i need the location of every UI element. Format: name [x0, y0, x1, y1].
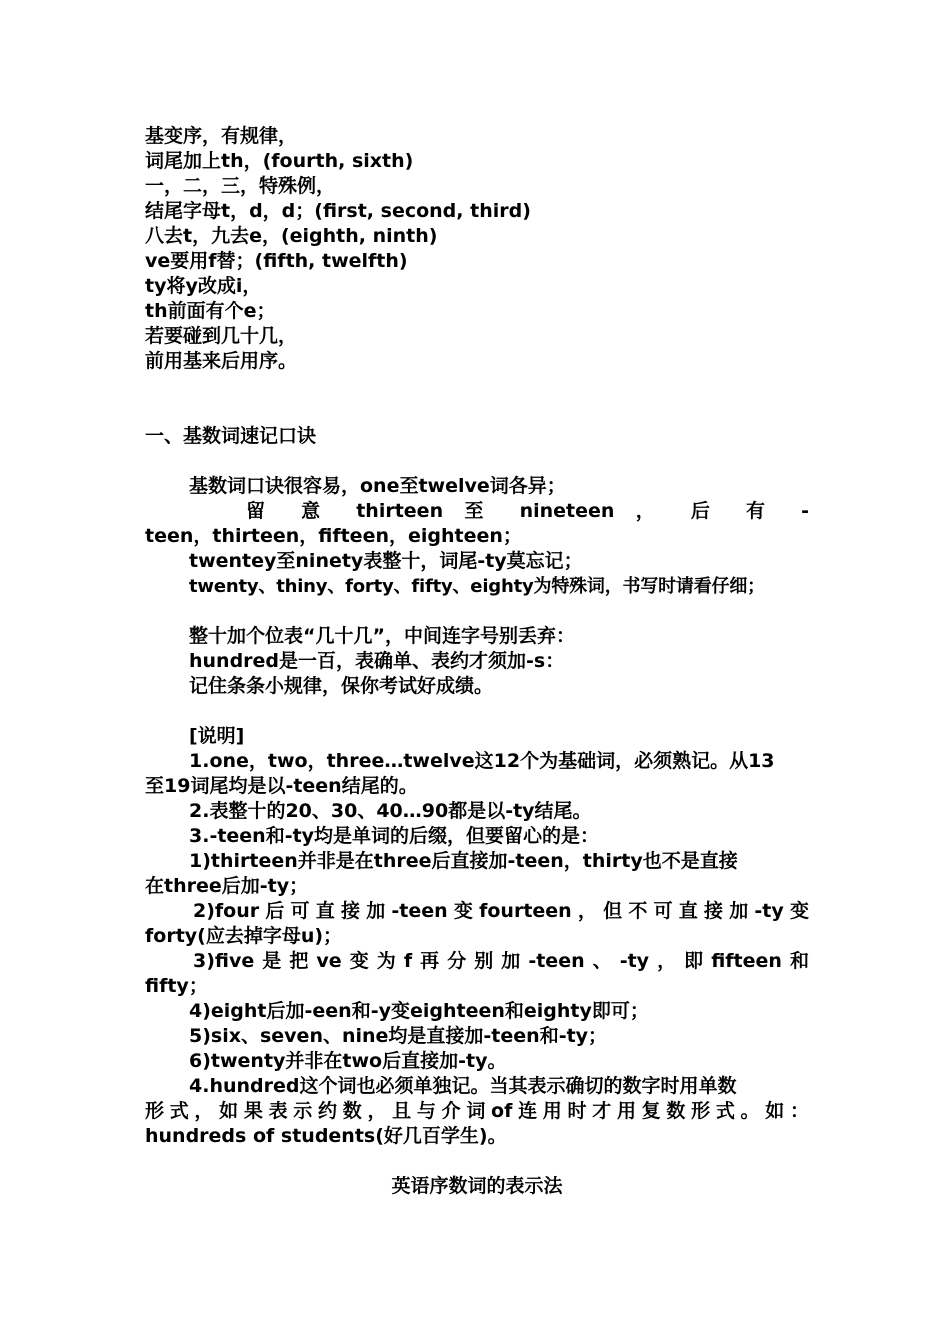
rhyme-line-2a: 留 意 thirteen 至 nineteen ， 后 有 -: [246, 500, 809, 522]
verse-line-7: ty将y改成i，: [145, 275, 262, 297]
verse-line-3: 一，二，三，特殊例，: [145, 175, 336, 197]
note-2: 2.表整十的20、30、40…90都是以-ty结尾。: [189, 800, 592, 822]
rhyme-line-3: twentey至ninety表整十，词尾-ty莫忘记；: [189, 550, 583, 572]
verse-line-5: 八去t，九去e，(eighth, ninth): [145, 225, 438, 247]
note-1-line-a: 1.one，two，three…twelve这12个为基础词，必须熟记。从13: [189, 750, 775, 772]
note-4-line-a: 4.hundred这个词也必须单独记。当其表示确切的数字时用单数: [189, 1075, 737, 1097]
note-3-6: 6)twenty并非在two后直接加-ty。: [189, 1050, 507, 1072]
section-heading-cardinal: 一、基数词速记口诀: [145, 425, 317, 447]
verse-line-6: ve要用f替；(fifth, twelfth): [145, 250, 408, 272]
rhyme-line-5: 整十加个位表“几十几”，中间连字号别丢弃：: [189, 625, 575, 647]
note-3-3-line-b: fifty；: [145, 975, 208, 997]
notes-label: [说明]: [189, 725, 245, 747]
rhyme-line-1: 基数词口诀很容易，one至twelve词各异；: [189, 475, 566, 497]
rhyme-line-7: 记住条条小规律，保你考试好成绩。: [189, 675, 494, 697]
verse-line-8: th前面有个e；: [145, 300, 276, 322]
note-4-line-b: 形式，如果表示约数，且与介词of连用时才用复数形式。如：: [145, 1100, 809, 1122]
verse-line-2: 词尾加上th，(fourth, sixth): [145, 150, 414, 172]
note-3-1-line-b: 在three后加-ty；: [145, 875, 309, 897]
rhyme-line-6: hundred是一百，表确单、表约才须加-s：: [189, 650, 565, 672]
verse-line-4: 结尾字母t，d，d；(first, second, third): [145, 200, 531, 222]
note-3-2-line-a: 2)four后可直接加-teen变fourteen，但不可直接加-ty变: [193, 900, 809, 922]
verse-line-9: 若要碰到几十几，: [145, 325, 298, 347]
note-3-5: 5)six、seven、nine均是直接加-teen和-ty；: [189, 1025, 608, 1047]
note-3-2-line-b: forty(应去掉字母u)；: [145, 925, 343, 947]
note-3-4: 4)eight后加-een和-y变eighteen和eighty即可；: [189, 1000, 649, 1022]
rhyme-line-4: twenty、thiny、forty、fifty、eighty为特殊词，书写时请看仔细；: [189, 576, 765, 597]
note-4-line-c: hundreds of students(好几百学生)。: [145, 1125, 507, 1147]
note-1-line-b: 至19词尾均是以-teen结尾的。: [145, 775, 418, 797]
note-3-1-line-a: 1)thirteen并非是在three后直接加-teen，thirty也不是直接: [189, 850, 738, 872]
verse-line-1: 基变序，有规律，: [145, 125, 298, 147]
rhyme-line-2b: teen，thirteen，fifteen，eighteen；: [145, 525, 522, 547]
note-3-3-line-a: 3)five是把ve变为f再分别加-teen、-ty，即fifteen和: [193, 950, 809, 972]
note-3: 3.-teen和-ty均是单词的后缀，但要留心的是：: [189, 825, 600, 847]
verse-line-10: 前用基来后用序。: [145, 350, 298, 372]
section-heading-ordinal: 英语序数词的表示法: [391, 1175, 563, 1197]
